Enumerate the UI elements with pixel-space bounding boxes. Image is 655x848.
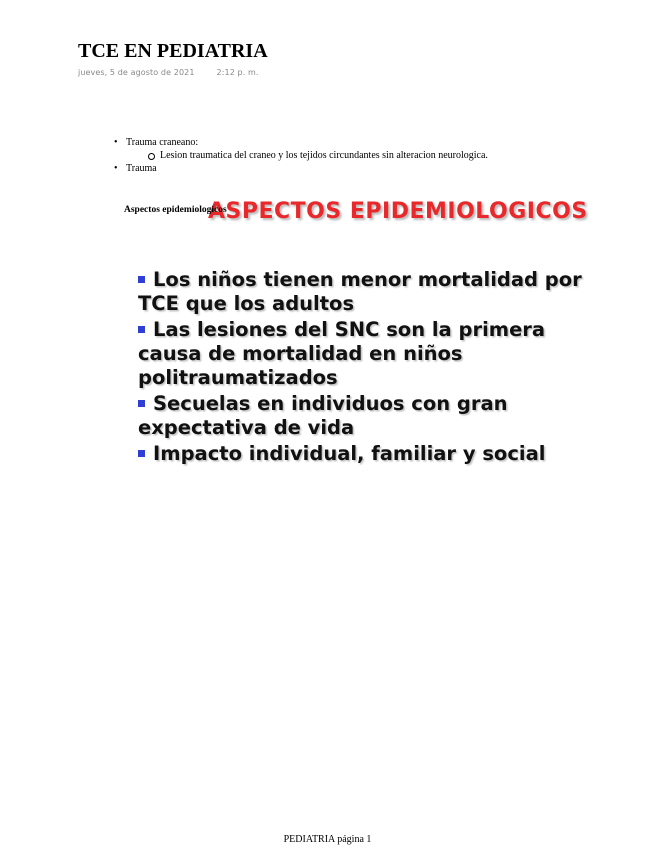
slide-bullets: [138, 268, 598, 468]
bullet-icon: •: [114, 137, 118, 148]
slide-bullet-item: Secuelas en individuos con gran expectativa de vida: [138, 392, 508, 439]
circle-bullet-icon: [148, 153, 155, 160]
page-time: 2:12 p. m.: [216, 68, 259, 77]
slide-bullet-item: Impacto individual, familiar y social: [138, 442, 598, 466]
page-footer: PEDIATRIA página 1: [283, 834, 372, 845]
square-bullet-icon: [138, 400, 145, 407]
list-item: • Trauma: [114, 163, 157, 174]
page-title: TCE EN PEDIATRIA: [78, 40, 268, 62]
bullet-icon: •: [114, 163, 118, 174]
slide-bullet-item: Las lesiones del SNC son la primera causa de mortalidad en niños politraumatizados: [138, 318, 546, 389]
list-item: • Trauma craneano: Lesion traumatica del craneo y los tejidos circundantes sin alteracion neurologica.: [114, 137, 488, 161]
list-item: Lesion traumatica del craneo y los tejidos circundantes sin alteracion neurologica.: [148, 149, 488, 162]
page-metadata: [78, 68, 259, 77]
sub-list: [126, 149, 488, 162]
section-label: Aspectos epidemiologicos: [124, 205, 227, 215]
slide-bullet-item: Los niños tienen menor mortalidad por TCE que los adultos: [138, 268, 582, 315]
square-bullet-icon: [138, 450, 145, 457]
square-bullet-icon: [138, 276, 145, 283]
slide-image: [124, 199, 594, 465]
slide-heading: ASPECTOS EPIDEMIOLOGICOS: [208, 199, 588, 224]
page-date: jueves, 5 de agosto de 2021: [78, 68, 195, 77]
notes-list: [110, 136, 488, 175]
square-bullet-icon: [138, 326, 145, 333]
